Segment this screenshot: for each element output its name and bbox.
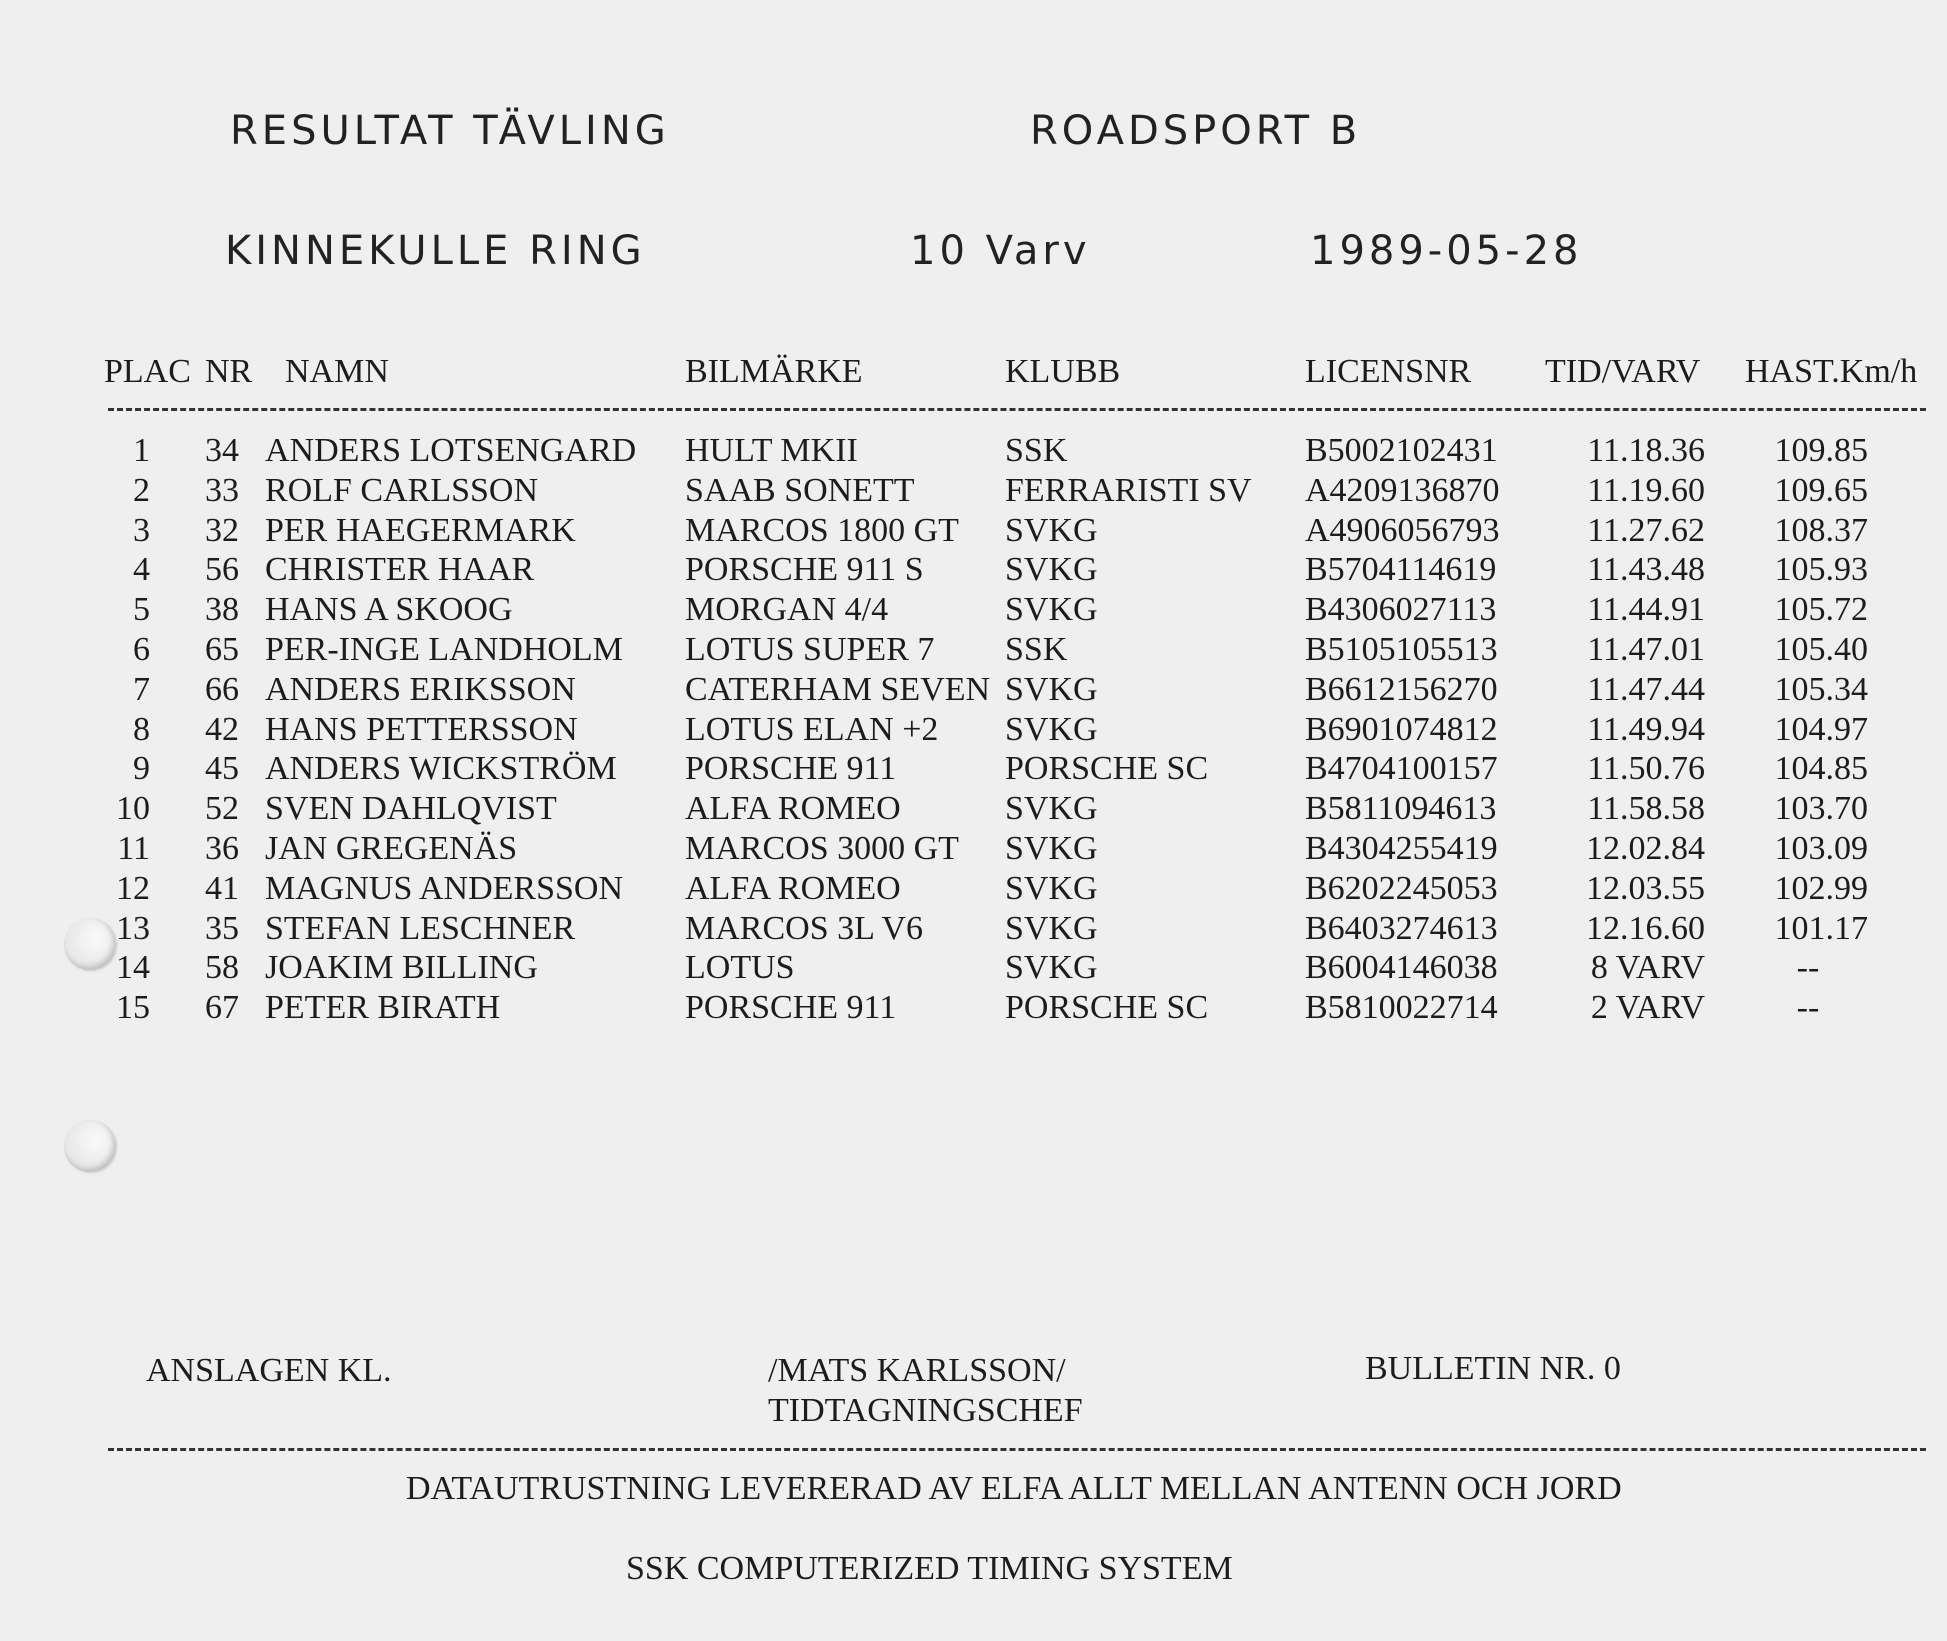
cell-time: 11.27.62 [1587,511,1705,549]
cell-speed: 105.40 [1774,631,1868,668]
col-speed: HAST.Km/h [1745,353,1918,390]
bulletin-number: BULLETIN NR. 0 [1365,1350,1621,1387]
cell-plac: 9 [133,750,150,788]
cell-nr: 67 [205,989,239,1027]
race-date: 1989-05-28 [1310,228,1583,274]
col-time: TID/VARV [1545,353,1701,390]
col-club: KLUBB [1005,353,1121,390]
cell-license: B5105105513 [1305,631,1498,668]
cell-name: SVEN DAHLQVIST [265,790,557,828]
table-row [0,870,1947,910]
table-row [0,949,1947,989]
cell-name: ROLF CARLSSON [265,471,539,509]
cell-time: 11.50.76 [1587,750,1705,788]
cell-speed: -- [1796,989,1820,1027]
cell-plac: 4 [133,551,150,589]
cell-club: SVKG [1005,869,1098,907]
cell-name: HANS PETTERSSON [265,710,578,748]
cell-license: B6612156270 [1305,670,1498,708]
cell-name: PER-INGE LANDHOLM [265,631,623,668]
col-nr: NR [205,353,253,390]
cell-club: SVKG [1005,591,1098,629]
cell-plac: 11 [117,830,150,867]
cell-name: PER HAEGERMARK [265,511,576,549]
cell-plac: 12 [116,869,150,907]
cell-license: B5704114619 [1305,551,1497,589]
cell-time: 12.16.60 [1586,909,1705,947]
cell-car: PORSCHE 911 [685,989,897,1027]
track-name: KINNEKULLE RING [225,228,646,274]
cell-nr: 56 [205,551,239,589]
cell-license: B6901074812 [1305,710,1498,748]
cell-plac: 14 [116,949,150,987]
table-row [0,711,1947,751]
cell-license: B6403274613 [1305,909,1498,947]
cell-car: SAAB SONETT [685,471,915,509]
cell-license: B6004146038 [1305,949,1498,987]
cell-speed: 104.85 [1774,750,1868,788]
system-line: SSK COMPUTERIZED TIMING SYSTEM [626,1550,1233,1587]
posted-time-label: ANSLAGEN KL. [146,1352,392,1389]
cell-time: 11.58.58 [1587,790,1705,828]
cell-club: SVKG [1005,511,1098,549]
cell-name: ANDERS LOTSENGARD [265,432,637,469]
cell-car: LOTUS SUPER 7 [685,631,935,668]
cell-time: 11.44.91 [1587,591,1705,629]
cell-car: ALFA ROMEO [685,869,901,907]
cell-club: SSK [1005,631,1068,668]
cell-name: ANDERS WICKSTRÖM [265,750,617,788]
cell-speed: 108.37 [1774,511,1868,549]
cell-car: CATERHAM SEVEN [685,670,991,708]
cell-license: B4704100157 [1305,750,1498,788]
cell-time: 11.43.48 [1587,551,1705,589]
cell-car: MORGAN 4/4 [685,591,889,629]
cell-plac: 1 [133,432,150,469]
cell-car: HULT MKII [685,432,858,469]
cell-speed: 101.17 [1774,909,1868,947]
cell-name: CHRISTER HAAR [265,551,535,589]
cell-name: STEFAN LESCHNER [265,909,576,947]
cell-nr: 38 [205,591,239,629]
cell-speed: 103.09 [1774,830,1868,867]
cell-car: PORSCHE 911 S [685,551,924,589]
cell-speed: 102.99 [1774,869,1868,907]
punch-hole [64,918,116,970]
cell-nr: 52 [205,790,239,828]
table-row [0,830,1947,870]
cell-nr: 66 [205,670,239,708]
cell-license: A4209136870 [1305,471,1500,509]
cell-plac: 13 [116,909,150,947]
cell-plac: 7 [133,670,150,708]
cell-name: JAN GREGENÄS [265,830,518,867]
laps-count: 10 Varv [910,228,1091,274]
col-car: BILMÄRKE [685,353,863,390]
table-row [0,790,1947,830]
cell-name: PETER BIRATH [265,989,501,1027]
cell-speed: 105.72 [1774,591,1868,629]
table-row [0,671,1947,711]
cell-nr: 34 [205,432,239,469]
col-plac: PLAC [104,353,191,390]
cell-car: MARCOS 1800 GT [685,511,959,549]
footer-divider [108,1448,1926,1451]
cell-time: 8 VARV [1590,949,1705,987]
cell-car: MARCOS 3L V6 [685,909,924,947]
punch-hole [64,1120,116,1172]
table-row [0,989,1947,1029]
table-row [0,910,1947,950]
cell-license: B5810022714 [1305,989,1498,1027]
title-left: RESULTAT TÄVLING [230,108,670,154]
col-name: NAMN [285,353,389,390]
cell-club: SVKG [1005,909,1098,947]
sponsor-line: DATAUTRUSTNING LEVERERAD AV ELFA ALLT MELLAN ANTENN OCH JORD [406,1470,1622,1507]
signature-role: TIDTAGNINGSCHEF [768,1392,1083,1429]
cell-time: 11.47.01 [1587,631,1705,668]
cell-club: SVKG [1005,551,1098,589]
table-row [0,472,1947,512]
cell-nr: 58 [205,949,239,987]
cell-time: 12.02.84 [1586,830,1705,867]
signature-name: /MATS KARLSSON/ [768,1352,1066,1389]
table-row [0,591,1947,631]
cell-name: HANS A SKOOG [265,591,513,629]
cell-license: B6202245053 [1305,869,1498,907]
table-row [0,551,1947,591]
cell-plac: 2 [133,471,150,509]
cell-nr: 41 [205,869,239,907]
table-row [0,432,1947,472]
cell-nr: 65 [205,631,239,668]
cell-time: 11.47.44 [1587,670,1705,708]
cell-club: PORSCHE SC [1005,750,1209,788]
cell-car: MARCOS 3000 GT [685,830,959,867]
cell-name: MAGNUS ANDERSSON [265,869,624,907]
cell-plac: 3 [133,511,150,549]
cell-speed: 109.85 [1774,432,1868,469]
cell-plac: 15 [116,989,150,1027]
cell-car: PORSCHE 911 [685,750,897,788]
table-row [0,631,1947,671]
cell-license: A4906056793 [1305,511,1500,549]
cell-speed: 109.65 [1774,471,1868,509]
cell-speed: 105.93 [1774,551,1868,589]
cell-plac: 5 [133,591,150,629]
cell-plac: 8 [133,710,150,748]
cell-speed: 103.70 [1774,790,1868,828]
table-row [0,750,1947,790]
cell-name: ANDERS ERIKSSON [265,670,576,708]
cell-time: 11.49.94 [1587,710,1705,748]
cell-car: ALFA ROMEO [685,790,901,828]
cell-nr: 35 [205,909,239,947]
table-row [0,512,1947,552]
cell-nr: 42 [205,710,239,748]
cell-club: SSK [1005,432,1068,469]
col-license: LICENSNR [1305,353,1472,390]
cell-speed: -- [1796,949,1820,987]
cell-plac: 10 [116,790,150,828]
title-right: ROADSPORT B [1030,108,1362,154]
cell-license: B5002102431 [1305,432,1498,469]
cell-time: 11.18.36 [1587,432,1705,469]
cell-club: SVKG [1005,710,1098,748]
cell-nr: 45 [205,750,239,788]
cell-club: PORSCHE SC [1005,989,1209,1027]
cell-name: JOAKIM BILLING [265,949,538,987]
cell-club: FERRARISTI SV [1005,471,1252,509]
cell-license: B4304255419 [1305,830,1498,867]
cell-plac: 6 [133,631,150,668]
cell-club: SVKG [1005,670,1098,708]
cell-club: SVKG [1005,949,1098,987]
cell-nr: 33 [205,471,239,509]
header-divider [108,408,1926,411]
cell-car: LOTUS ELAN +2 [685,710,939,748]
cell-license: B4306027113 [1305,591,1497,629]
cell-time: 2 VARV [1590,989,1705,1027]
cell-club: SVKG [1005,830,1098,867]
cell-club: SVKG [1005,790,1098,828]
cell-speed: 105.34 [1774,670,1868,708]
cell-license: B5811094613 [1305,790,1497,828]
cell-time: 12.03.55 [1586,869,1705,907]
cell-time: 11.19.60 [1587,471,1705,509]
cell-speed: 104.97 [1774,710,1868,748]
column-header-row [0,353,1947,393]
cell-car: LOTUS [685,949,795,987]
cell-nr: 32 [205,511,239,549]
cell-nr: 36 [205,830,239,867]
